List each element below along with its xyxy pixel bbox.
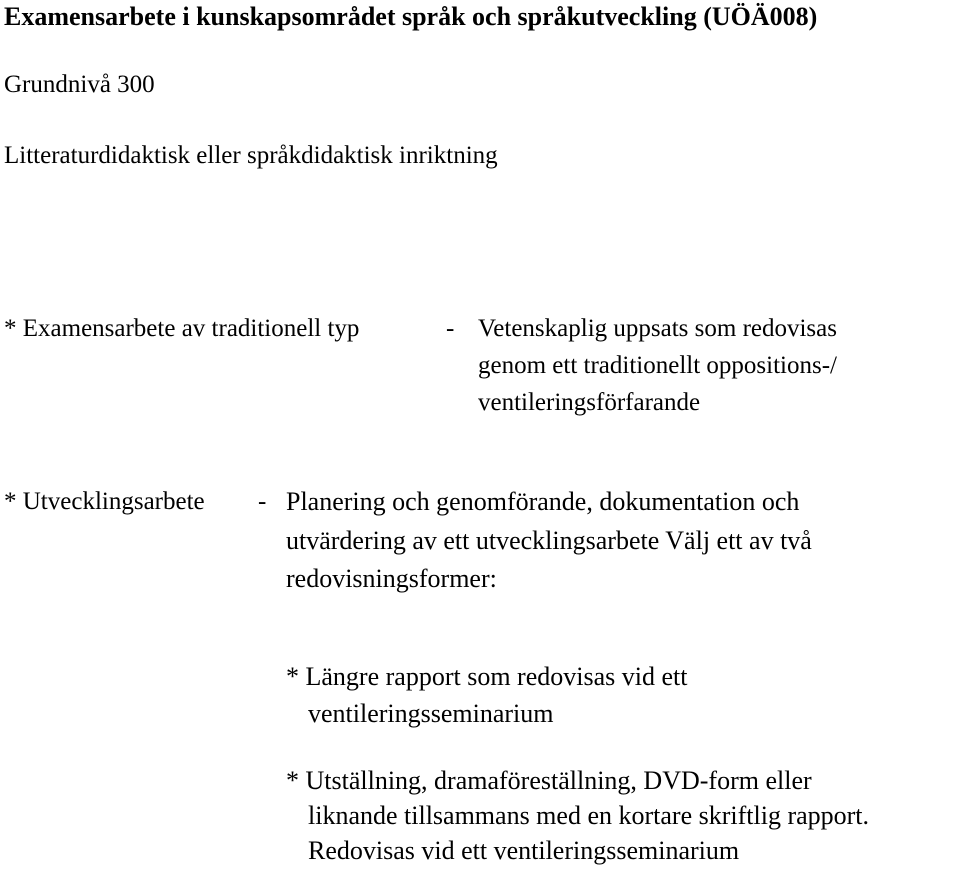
development-label: * Utvecklingsarbete [4,488,205,515]
level-text: Grundnivå 300 [4,71,155,98]
traditional-dash: - [446,315,455,342]
development-line: redovisningsformer: [286,564,497,593]
orientation-text: Litteraturdidaktisk eller språkdidaktisk inriktning [4,142,498,169]
option-line: liknande tillsammans med en kortare skriftlig rapport. [308,801,870,830]
traditional-label: * Examensarbete av traditionell typ [4,315,360,342]
traditional-line: ventileringsförfarande [478,389,701,416]
option-line: * Längre rapport som redovisas vid ett [286,662,688,691]
traditional-line: genom ett traditionellt oppositions-/ [478,352,837,379]
development-line: utvärdering av ett utvecklingsarbete Välj ett av två [286,526,812,555]
traditional-line: Vetenskaplig uppsats som redovisas [478,315,837,342]
option-line: * Utställning, dramaföreställning, DVD-form eller [286,766,812,795]
document-title: Examensarbete i kunskapsområdet språk och språkutveckling (UÖÄ008) [4,2,818,31]
development-dash: - [258,488,267,515]
development-line: Planering och genomförande, dokumentation och [286,487,800,516]
option-line: ventileringsseminarium [308,699,554,728]
option-line: Redovisas vid ett ventileringsseminarium [308,836,740,865]
